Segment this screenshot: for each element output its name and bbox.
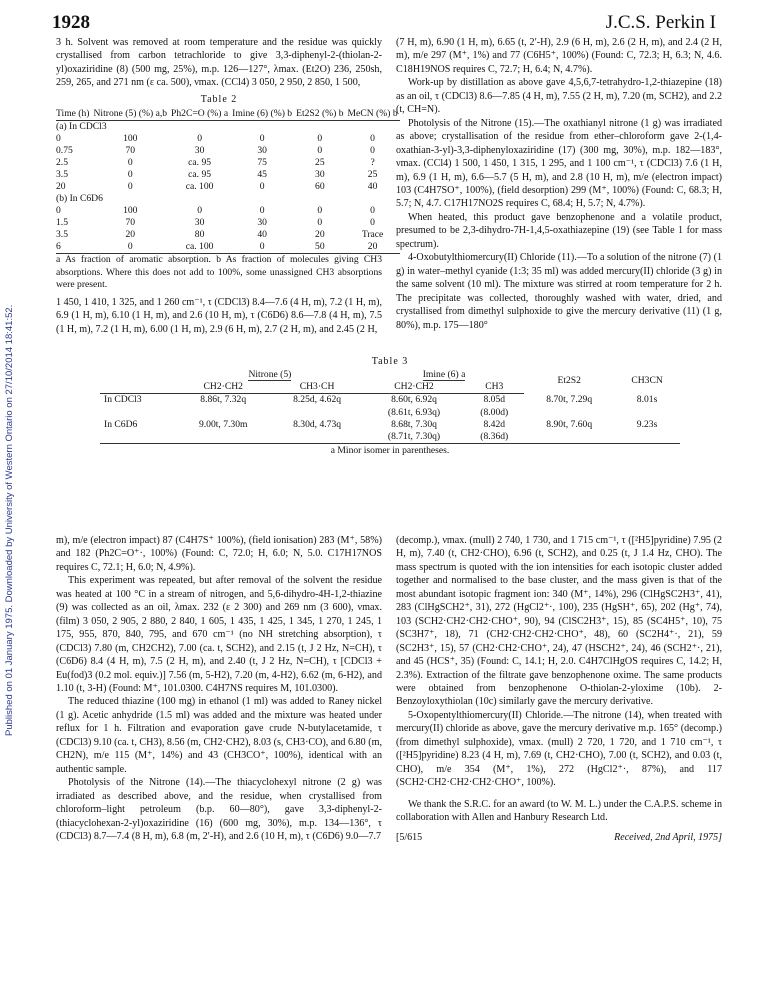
table-cell: 0 bbox=[127, 169, 133, 181]
table-cell: 30 bbox=[257, 145, 267, 157]
table-cell: ca. 95 bbox=[188, 169, 212, 181]
table-cell: 8.60t, 6.92q bbox=[391, 394, 437, 406]
table-cell: 30 bbox=[257, 217, 267, 229]
paragraph: m), m/e (electron impact) 87 (C4H7S⁺ 100%), (field ionisation) 283 (M⁺, 58%) and 182 (Ph2C=O⁺·, 100%) (Found: C, 72.0; H, 6.0; N, 5.0. C17H17NOS requires C, 72.1; H, 6.0; N, 4.9%). bbox=[56, 535, 382, 573]
table-cell: 20 bbox=[346, 241, 400, 254]
table-header: CH2·CH2 bbox=[176, 381, 270, 394]
table-cell: 75 bbox=[257, 157, 267, 169]
table-row bbox=[100, 394, 680, 407]
table-cell: 40 bbox=[367, 181, 378, 193]
table-cell: 0 bbox=[92, 241, 170, 254]
table-cell: ca. 100 bbox=[185, 181, 214, 193]
table-cell: 1.5 bbox=[56, 217, 68, 229]
table-cell: 0 bbox=[127, 181, 133, 193]
left-column-bottom bbox=[56, 534, 382, 843]
table-cell: 25 bbox=[315, 157, 325, 169]
table-cell: 100 bbox=[123, 205, 138, 217]
table-cell: 8.68t, 7.30q bbox=[391, 418, 437, 430]
table-cell: 45 bbox=[257, 169, 267, 181]
table-cell: 8.70t, 7.29q bbox=[546, 394, 593, 406]
table-cell: 50 bbox=[294, 241, 345, 254]
table-row bbox=[56, 169, 400, 181]
paragraph: Photolysis of the Nitrone (15).—The oxathianyl nitrone (1 g) was irradiated as above; crystallisation of the residue from ether–chloroform gave 2-(1,4-oxathian-3-yl)-3,3-diphenyloxaziridine (17) (300 mg, 30%), m.p. 182—183°, νmax. (CCl4) 1 500, 1 450, 1 315, 1 295, and 1 100 cm⁻¹, τ (CDCl3) 7.6 (1 H, m), 6.9 (1 H, m), 6.6—5.7 (5 H, m), and 2.8 (10 H, m), m/e (electron impact) 103 (C4H7SO⁺, 100%), (field desorption) 299 (M⁺, 100%) (Found: C, 68.3; H, 5.7; N, 4.7. C17H17NO2S requires C, 68.4; H, 5.7; N, 4.7%). bbox=[396, 117, 722, 210]
table-header: Nitrone (5) (%) a,b bbox=[93, 108, 168, 120]
table-cell: ca. 100 bbox=[169, 241, 230, 254]
table-cell: 30 bbox=[194, 145, 205, 157]
acknowledgement: We thank the S.R.C. for an award (to W. M. L.) under the C.A.P.S. scheme in collaboration with Allen and Hanbury Research Ltd. bbox=[396, 798, 722, 824]
table-header: MeCN (%) b bbox=[347, 108, 398, 120]
table-cell: 20 bbox=[315, 229, 325, 241]
table-cell: ca. 95 bbox=[188, 157, 212, 169]
table-cell: 0 bbox=[127, 157, 133, 169]
paragraph: (7 H, m), 6.90 (1 H, m), 6.65 (t, 2′-H), 2.9 (6 H, m), 2.6 (2 H, m), and 2.4 (2 H, m), m/e 297 (M⁺, 1%) and 77 (C6H5⁺, 100%) (Found: C, 72.3; H, 6.3; N, 4.6. C18H19NOS requires C, 72.7; H, 6.4; N, 4.7%). bbox=[396, 37, 722, 75]
table-cell: 8.86t, 7.32q bbox=[200, 394, 247, 406]
paragraph: This experiment was repeated, but after removal of the solvent the residue was heated at 100 °C in a stream of nitrogen, and 5,6-dihydro-4H-1,2-thiazine (9) was collected as an oil, λmax. 232 (ε 2 300) and 269 nm (3 600), νmax. (film) 3 050, 2 905, 2 880, 2 840, 1 605, 1 435, 1 425, 1 345, 1 270, 1 245, 1 175, 955, 870, 840, 795, and 670 cm⁻¹ (no NH stretching absorption), τ (CDCl3) 7.80 (m, CH2CH2), 7.00 (ca. t, SCH2), and 2.15 (t, J 2 Hz, N=CH), τ (C6D6) 8.4 (4 H, m), 7.5 (2 H, m), and 2.40 (t, J 2 Hz, N=CH), τ [CDCl3 + Eu(fod)3 (0.2 mol. equiv.)] 7.56 (m, 5-H2), 7.20 (m, 4-H2), 6.62 (m, 6-H2), and 1.10 (t, 3-H) (Found: M⁺, 101.0300. C4H7NS requires M, 101.0300). bbox=[56, 575, 382, 694]
table-header: Time (h) bbox=[56, 108, 90, 120]
table-cell: 8.42d bbox=[483, 418, 506, 430]
table-cell: Trace bbox=[361, 229, 384, 241]
table2-footnote: a As fraction of aromatic absorption. b As fraction of molecules giving CH3 absorptions. Where this does not add to 100%, some unassigned CH3 absorptions were present. bbox=[56, 254, 382, 291]
table-cell: 0 bbox=[197, 133, 202, 145]
table-cell: 9.23s bbox=[636, 418, 658, 430]
table-header: Nitrone (5) bbox=[248, 369, 292, 380]
table-cell: (8.00d) bbox=[480, 406, 509, 418]
table-cell: 80 bbox=[194, 229, 205, 241]
table-header: Et2S2 bbox=[557, 375, 581, 387]
table-cell: 0 bbox=[230, 241, 294, 254]
table-cell: 8.01s bbox=[636, 394, 658, 406]
table-cell: 20 bbox=[125, 229, 136, 241]
table-cell: 0 bbox=[259, 133, 265, 145]
table-cell: 0 bbox=[259, 181, 265, 193]
table-row bbox=[56, 157, 400, 169]
table-cell: 0 bbox=[370, 133, 375, 145]
paragraph: 4-Oxobutylthiomercury(II) Chloride (11).—To a solution of the nitrone (7) (1 g) in water–methyl cyanide (1:3; 35 ml) was added mercury(II) chloride (3 g) in the same solvent (10 ml). The mixture was stirred at room temperature for 2 h. The precipitate was collected, thoroughly washed with water, dried, and crystallised from dimethyl sulphoxide to give the mercury derivative (11) (1 g, 80%), m.p. 175—180° bbox=[396, 252, 722, 331]
paragraph: Photolysis of the Nitrone (14).—The thiacyclohexyl nitrone (2 g) was irradiated as described above, and the residue, when crystallised from chloroform–light petroleum (b.p. 60—80°), gave 3,3-diphenyl-2-(thiacyclohexan-2-yl)oxaziridine (16) (600 mg, 30%), m.p. 134—136°, τ (CDCl3) 8.7—7.4 (8 H, m), 6.8 (m, 2′-H), and 2.6 (10 H, m), τ (C6D6) 9.0—7.7 bbox=[56, 777, 382, 842]
table-cell: 0.75 bbox=[56, 145, 73, 157]
table-cell: 9.00t, 7.30m bbox=[198, 418, 248, 430]
table-row bbox=[100, 431, 680, 444]
table-cell: 0 bbox=[56, 133, 61, 145]
table-cell: 40 bbox=[257, 229, 267, 241]
table-header: CH3·CH bbox=[270, 381, 363, 394]
table-header: CH3 bbox=[464, 381, 524, 394]
table-row bbox=[56, 205, 400, 217]
table-header: Et2S2 (%) b bbox=[296, 108, 344, 120]
table-cell: 2.5 bbox=[56, 157, 68, 169]
table-cell: 0 bbox=[370, 145, 375, 157]
reference-number: [5/615 bbox=[396, 831, 423, 843]
right-column-bottom bbox=[396, 534, 722, 844]
table-cell: 3.5 bbox=[56, 229, 68, 241]
table-row bbox=[56, 229, 400, 241]
table3-caption: Table 3 bbox=[371, 356, 409, 367]
paragraph: 3 h. Solvent was removed at room temperature and the residue was quickly crystallised from carbon tetrachloride to give 3,3-diphenyl-2-(thiolan-2-yl)oxaziridine (8) (500 mg, 25%), m.p. 126—127°, λmax. (Et2O) 236, 250sh, 259, 265, and 271 nm (ε ca. 500), νmax. (CCl4) 3 050, 2 950, 2 850, 1 500, bbox=[56, 37, 382, 89]
table3 bbox=[100, 356, 680, 456]
table-cell: 0 bbox=[56, 205, 61, 217]
table-row bbox=[56, 181, 400, 193]
table2 bbox=[56, 108, 400, 254]
table-cell: 3.5 bbox=[56, 169, 68, 181]
download-watermark[interactable]: Published on 01 January 1975. Downloaded by University of Western Ontario on 27/10/2014 18:41:52. bbox=[4, 304, 15, 736]
table2-caption: Table 2 bbox=[200, 93, 238, 105]
table-row bbox=[56, 145, 400, 157]
paragraph: Work-up by distillation as above gave 4,5,6,7-tetrahydro-1,2-thiazepine (18) as an oil, τ (CDCl3) 8.6—7.85 (4 H, m), 7.55 (2 H, m), 7.20 (m, SCH2), and 2.2 (t, CH=N). bbox=[396, 77, 722, 116]
table3-grid bbox=[100, 369, 680, 444]
table-header: CH3CN bbox=[631, 375, 663, 387]
table-cell: 30 bbox=[194, 217, 205, 229]
table-cell: 8.90t, 7.60q bbox=[546, 418, 593, 430]
paragraph: 1 450, 1 410, 1 325, and 1 260 cm⁻¹, τ (CDCl3) 8.4—7.6 (4 H, m), 7.2 (1 H, m), 6.9 (1 H, m), 6.10 (1 H, m), and 2.6 (10 H, m), τ (C6D6) 8.6—7.8 (4 H, m), 7.5 (1 H, m), 7.2 (1 H, m), 6.00 (1 H, m), 2.9 (6 H, m), 2.7 (2 H, m), and 2.45 (2 H, bbox=[56, 296, 382, 335]
table-cell: 8.30d, 4.73q bbox=[293, 418, 342, 430]
table-cell: 6 bbox=[56, 241, 92, 254]
table-cell: 0 bbox=[317, 205, 323, 217]
table-cell: 60 bbox=[315, 181, 325, 193]
table-cell: 8.25d, 4.62q bbox=[293, 394, 342, 406]
table-cell: 70 bbox=[125, 145, 136, 157]
paragraph: 5-Oxopentylthiomercury(II) Chloride.—The nitrone (14), when treated with mercury(II) chloride as above, gave the mercury derivative m.p. 165° (decomp.) (from dimethyl sulphoxide), νmax. (mull) 2 720, 1 720, and 1 710 cm⁻¹, τ ([²H5]pyridine) 8.23 (4 H, m), 7.69 (t, CH2·CHO), 7.00 (t, SCH2), and 0.03 (t, CHO), m/e 354 (M⁺, 1%), 272 (HgCl2⁺·, 87%), and 117 (SCH2·CH2·CH2·CH2·CHO⁺, 100%). bbox=[396, 709, 722, 789]
table-header: Imine (6) (%) b bbox=[232, 108, 293, 120]
table-section-label: (a) In CDCl3 bbox=[56, 121, 107, 133]
table-cell: 20 bbox=[56, 181, 66, 193]
table-header: CH2·CH2 bbox=[364, 381, 465, 394]
table-row bbox=[100, 407, 680, 419]
table-cell: ? bbox=[370, 157, 375, 169]
page-number: 1928 bbox=[52, 12, 90, 33]
paragraph: The reduced thiazine (100 mg) in ethanol (1 ml) was added to Raney nickel (1 g). Acetic anhydride (1.5 ml) was added and the mixture was heated under reflux for 1 h. Filtration and evaporation gave crude N-butylacetamide, τ (CDCl3) 9.10 (ca. t, CH3), 8.56 (m, CH2·CH2), 8.03 (s, CH3·CO), and 6.80 (m, CH2N), m/e 115 (M⁺, 14%) and 43 (CH3CO⁺, 100%), identical with an authentic sample. bbox=[56, 696, 382, 775]
table-cell: 70 bbox=[125, 217, 136, 229]
right-column-top bbox=[396, 36, 722, 332]
table-row bbox=[56, 217, 400, 229]
received-date: Received, 2nd April, 1975] bbox=[614, 831, 722, 843]
table-cell: 0 bbox=[317, 145, 323, 157]
table-cell: 30 bbox=[315, 169, 325, 181]
page-header bbox=[52, 12, 716, 34]
table-cell: 0 bbox=[370, 205, 375, 217]
paragraph: (decomp.), νmax. (mull) 2 740, 1 730, and 1 715 cm⁻¹, τ ([²H5]pyridine) 7.95 (2 H, m), 7.40 (t, CH2·CHO), 6.96 (t, SCH2), and 0.25 (t, J 1.4 Hz, CHO). The mass spectrum is quoted with the ion intensities for each isotopic cluster added together and normalised to the base cluster, and the mass given is that of the most abundant isotopic fragment ion: 340 (M⁺, 14%), 296 (ClHgSC2H3⁺, 41), 283 (ClHgSCH2⁺, 31), 272 (HgCl2⁺·, 100), 235 (HgSH⁺, 65), 202 (Hg⁺, 74), 103 (SCH2·CH2·CH2·CHO⁺, 90), 94 (ClSC2H3⁺, 15), 85 (SC4H5⁺, 10), 75 (SC3H7⁺, 18), 71 (CH2·CH2·CH2·CHO⁺, 48), 60 (SC2H4⁺·, 21), 59 (SC2H3⁺, 15), 57 (CH2·CH2·CHO⁺, 24), 47 (HSCH2⁺, 24), 46 (SCH2⁺·, 21), and 45 (HCS⁺, 35) (Found: C, 14.1; H, 2.0. C4H7ClHgOS requires C, 14.2; H, 2.3%). Extraction of the filtrate gave benzophenone oxime. The same products were obtained from benzophenone O-thiolan-2-yloxime (10b). 2-Benzoyloxythiolan (10c) similarly gave the mercury derivative. bbox=[396, 535, 722, 708]
table-cell: (8.61t, 6.93q) bbox=[387, 406, 441, 418]
table-header: Imine (6) a bbox=[422, 369, 466, 380]
table-cell: 0 bbox=[317, 133, 323, 145]
table-cell: 0 bbox=[197, 205, 202, 217]
table-header: Ph2C=O (%) a bbox=[171, 108, 229, 120]
table-cell: 8.05d bbox=[483, 394, 506, 406]
table-cell: 0 bbox=[259, 205, 265, 217]
table-cell: (8.71t, 7.30q) bbox=[364, 431, 465, 444]
table-row bbox=[56, 241, 400, 254]
paragraph: When heated, this product gave benzophenone and a volatile product, presumed to be 2,3-dihydro-7H-1,4,5-oxathiazepine (19) (see Table 1 for mass spectrum). bbox=[396, 211, 722, 250]
table-cell: 0 bbox=[317, 217, 323, 229]
table-cell: 25 bbox=[367, 169, 378, 181]
table-row bbox=[56, 133, 400, 145]
table3-footnote: a Minor isomer in parentheses. bbox=[330, 445, 450, 457]
table-cell: In C6D6 bbox=[104, 418, 138, 430]
journal-name: J.C.S. Perkin I bbox=[605, 12, 716, 33]
table-section-label: (b) In C6D6 bbox=[56, 193, 103, 205]
table-row bbox=[100, 419, 680, 431]
left-column-top bbox=[56, 36, 398, 336]
table-cell: 100 bbox=[123, 133, 138, 145]
table-cell: 0 bbox=[370, 217, 375, 229]
table-cell: (8.36d) bbox=[464, 431, 524, 444]
table-cell: In CDCl3 bbox=[104, 394, 142, 406]
received-line bbox=[396, 831, 722, 844]
